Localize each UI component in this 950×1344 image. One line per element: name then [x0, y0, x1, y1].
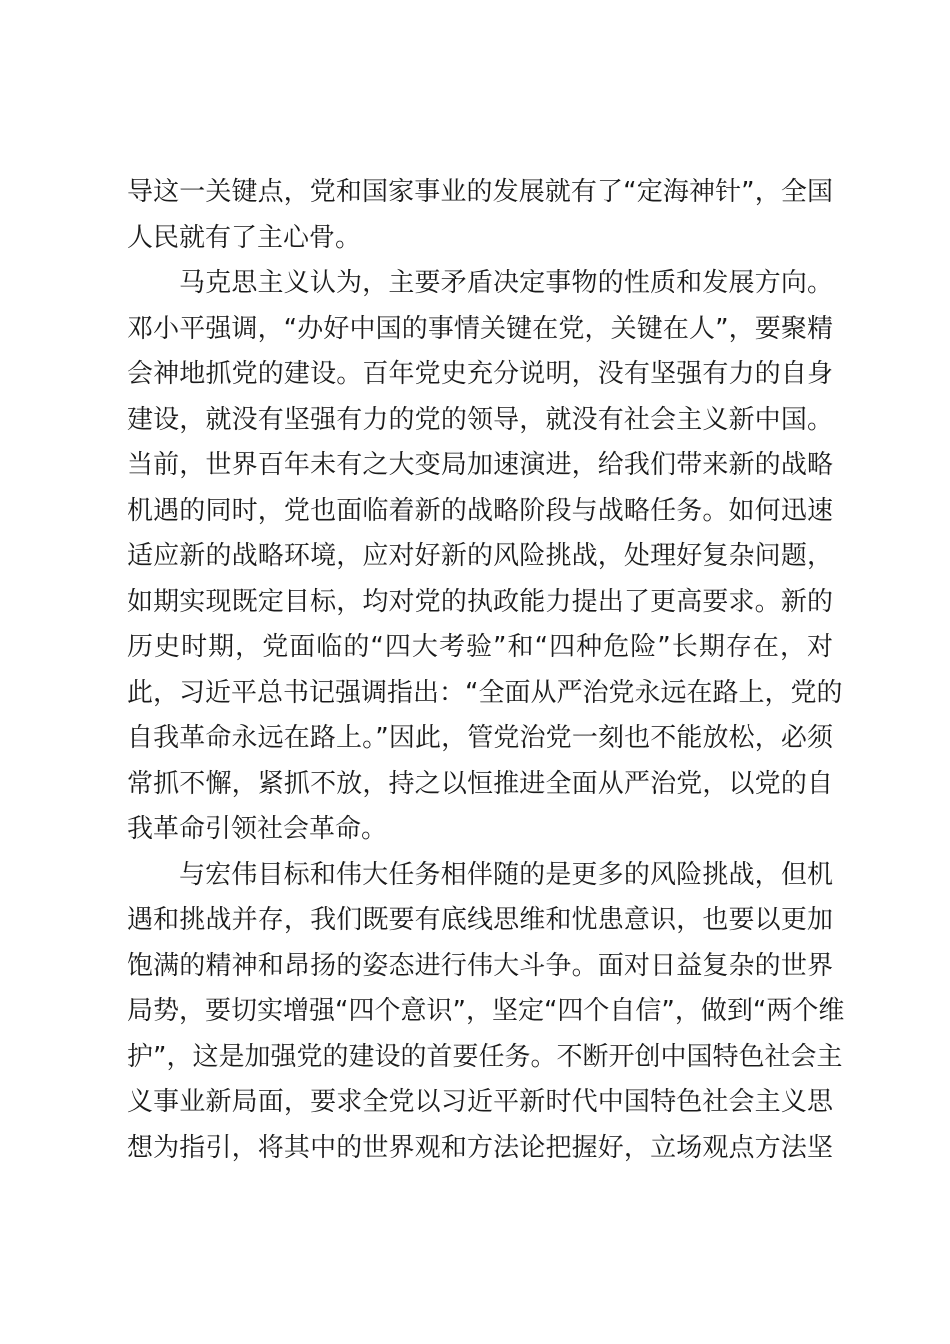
text-line: 邓小平强调，“办好中国的事情关键在党，关键在人”，要聚精 — [127, 313, 833, 344]
text-line: 我革命引领社会革命。 — [127, 814, 388, 844]
text-line: 常抓不懈，紧抓不放，持之以恒推进全面从严治党，以党的自 — [127, 768, 833, 799]
paragraph — [127, 853, 845, 1172]
text-line: 当前，世界百年未有之大变局加速演进，给我们带来新的战略 — [127, 450, 833, 480]
text-line: 遇和挑战并存，我们既要有底线思维和忧患意识，也要以更加 — [127, 905, 833, 935]
text-line: 历史时期，党面临的“四大考验”和“四种危险”长期存在，对 — [127, 632, 833, 662]
text-line: 自我革命永远在路上。”因此，管党治党一刻也不能放松，必须 — [127, 723, 833, 753]
text-line: 马克思主义认为，主要矛盾决定事物的性质和发展方向。 — [179, 268, 833, 298]
text-line: 护”，这是加强党的建设的首要任务。不断开创中国特色社会主 — [127, 1041, 843, 1072]
text-line: 机遇的同时，党也面临着新的战略阶段与战略任务。如何迅速 — [127, 495, 833, 526]
paragraph — [127, 170, 833, 261]
text-line: 建设，就没有坚强有力的党的领导，就没有社会主义新中国。 — [127, 404, 833, 435]
text-line: 想为指引，将其中的世界观和方法论把握好，立场观点方法坚 — [127, 1132, 833, 1163]
text-line: 适应新的战略环境，应对好新的风险挑战，处理好复杂问题， — [127, 541, 833, 571]
text-line: 会神地抓党的建设。百年党史充分说明，没有坚强有力的自身 — [127, 359, 833, 389]
text-line: 导这一关键点，党和国家事业的发展就有了“定海神针”，全国 — [127, 177, 833, 207]
paragraph — [127, 261, 843, 853]
text-line: 与宏伟目标和伟大任务相伴随的是更多的风险挑战，但机 — [179, 859, 833, 890]
text-line: 义事业新局面，要求全党以习近平新时代中国特色社会主义思 — [127, 1087, 833, 1117]
text-line: 如期实现既定目标，均对党的执政能力提出了更高要求。新的 — [127, 586, 833, 617]
text-line: 此，习近平总书记强调指出：“全面从严治党永远在路上，党的 — [127, 677, 843, 708]
body-text — [127, 170, 845, 1171]
text-line: 饱满的精神和昂扬的姿态进行伟大斗争。面对日益复杂的世界 — [127, 950, 833, 981]
text-line: 人民就有了主心骨。 — [127, 222, 362, 253]
text-line: 局势，要切实增强“四个意识”，坚定“四个自信”，做到“两个维 — [127, 996, 845, 1026]
